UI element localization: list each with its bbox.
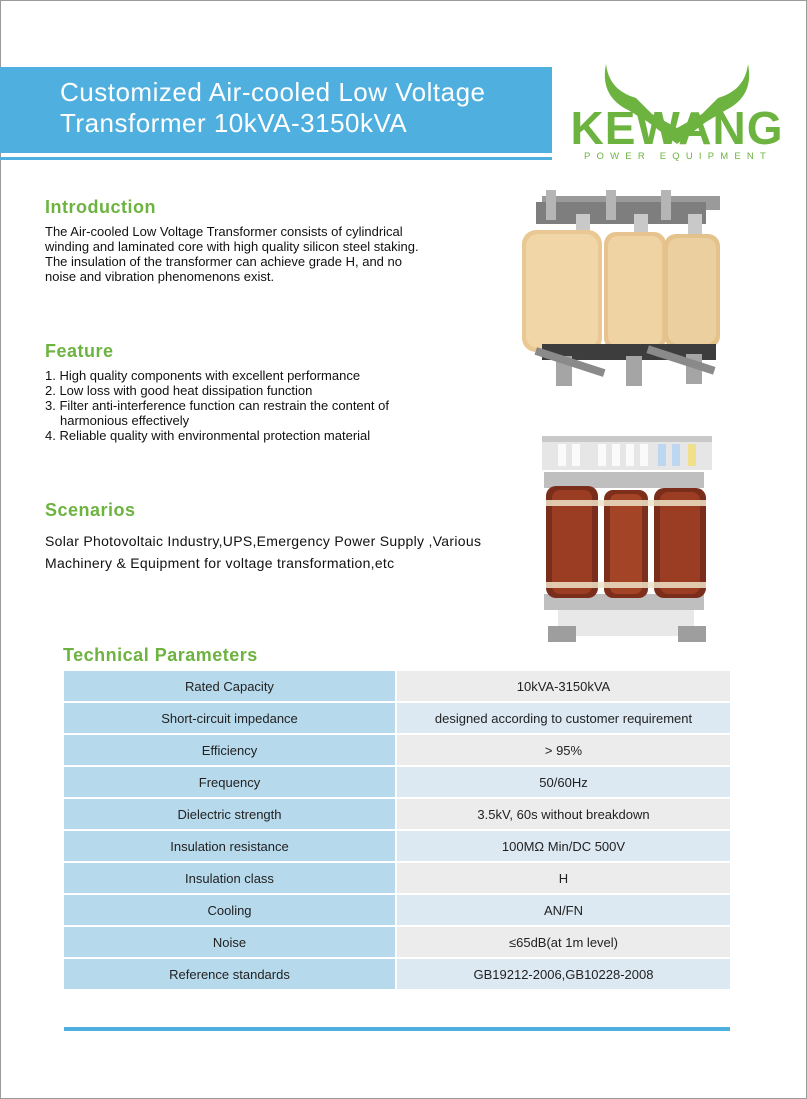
param-value: AN/FN: [397, 895, 730, 927]
technical-parameters-table: [64, 671, 730, 991]
introduction-text: [45, 224, 485, 284]
table-row: [64, 671, 730, 703]
param-value: > 95%: [397, 735, 730, 767]
feature-item-line: harmonious effectively: [60, 413, 190, 428]
param-label: Rated Capacity: [64, 671, 397, 703]
banner-underline: [0, 157, 552, 160]
table-row: [64, 863, 730, 895]
footer-rule: [64, 1027, 730, 1031]
param-label: Short-circuit impedance: [64, 703, 397, 735]
table-row: [64, 831, 730, 863]
intro-line: The Air-cooled Low Voltage Transformer consists of cylindrical: [45, 224, 403, 239]
feature-item: 1. High quality components with excellent performance: [45, 368, 361, 383]
intro-line: The insulation of the transformer can achieve grade H, and no: [45, 254, 402, 269]
param-label: Cooling: [64, 895, 397, 927]
feature-item-line: 3. Filter anti-interference function can restrain the content of: [45, 398, 389, 413]
param-value: GB19212-2006,GB10228-2008: [397, 959, 730, 991]
title-banner: [0, 67, 552, 153]
logo-tagline: POWER EQUIPMENT: [583, 151, 773, 162]
table-row: [64, 735, 730, 767]
introduction-heading: Introduction: [45, 197, 156, 217]
param-value: designed according to customer requirement: [397, 703, 730, 735]
table-row: [64, 927, 730, 959]
param-value: 50/60Hz: [397, 767, 730, 799]
intro-line: winding and laminated core with high quality silicon steel staking.: [45, 239, 419, 254]
transformer-photo-2: [538, 430, 718, 648]
table-row: [64, 703, 730, 735]
scenarios-line: Machinery & Equipment for voltage transformation,etc: [45, 555, 395, 571]
feature-item: 4. Reliable quality with environmental protection material: [45, 428, 371, 443]
page-title: [60, 77, 486, 139]
param-value: 3.5kV, 60s without breakdown: [397, 799, 730, 831]
scenarios-heading: Scenarios: [45, 500, 136, 520]
param-value: H: [397, 863, 730, 895]
param-value: 10kVA-3150kVA: [397, 671, 730, 703]
param-label: Efficiency: [64, 735, 397, 767]
param-label: Reference standards: [64, 959, 397, 991]
param-label: Frequency: [64, 767, 397, 799]
param-label: Noise: [64, 927, 397, 959]
kewang-logo: [556, 58, 798, 163]
param-value: ≤65dB(at 1m level): [397, 927, 730, 959]
table-row: [64, 895, 730, 927]
table-row: [64, 799, 730, 831]
table-row: [64, 959, 730, 991]
param-label: Insulation resistance: [64, 831, 397, 863]
title-line-2: Transformer 10kVA-3150kVA: [60, 108, 408, 138]
param-label: Insulation class: [64, 863, 397, 895]
param-label: Dielectric strength: [64, 799, 397, 831]
feature-heading: Feature: [45, 341, 114, 361]
feature-item: 2. Low loss with good heat dissipation function: [45, 383, 313, 398]
logo-wordmark: KEWANG: [570, 102, 784, 154]
feature-item: [45, 398, 485, 428]
feature-list: [45, 368, 485, 443]
scenarios-text: [45, 530, 525, 574]
intro-line: noise and vibration phenomenons exist.: [45, 269, 275, 284]
scenarios-line: Solar Photovoltaic Industry,UPS,Emergency Power Supply ,Various: [45, 533, 482, 549]
technical-parameters-heading: Technical Parameters: [63, 645, 258, 665]
param-value: 100MΩ Min/DC 500V: [397, 831, 730, 863]
table-row: [64, 767, 730, 799]
title-line-1: Customized Air-cooled Low Voltage: [60, 77, 486, 107]
transformer-photo-1: [516, 188, 726, 400]
